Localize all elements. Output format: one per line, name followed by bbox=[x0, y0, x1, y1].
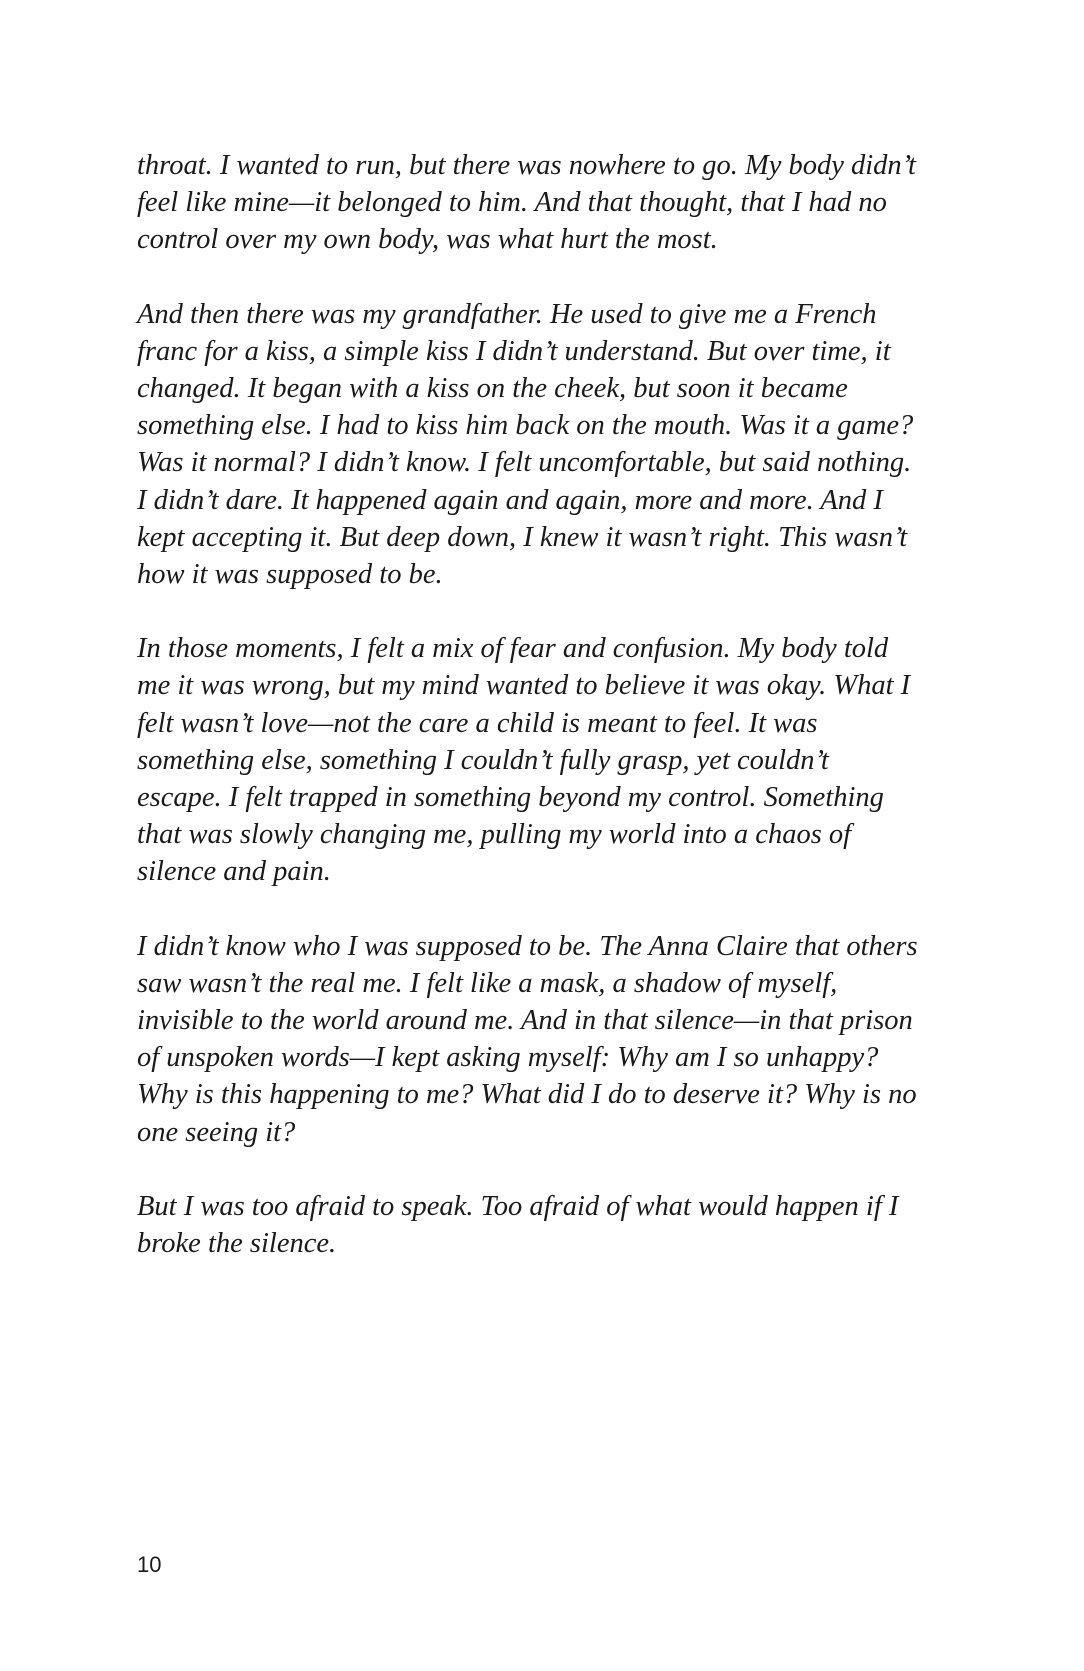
paragraph bbox=[137, 630, 957, 890]
text-line: something else, something I couldn’t fully grasp, yet couldn’t bbox=[137, 744, 829, 776]
text-line: I didn’t dare. It happened again and again, more and more. And I bbox=[137, 484, 883, 516]
text-line: broke the silence. bbox=[137, 1228, 337, 1260]
text-line: And then there was my grandfather. He used to give me a French bbox=[137, 298, 877, 330]
paragraph bbox=[137, 1188, 957, 1262]
text-line: But I was too afraid to speak. Too afraid of what would happen if I bbox=[137, 1190, 899, 1222]
text-line: something else. I had to kiss him back on the mouth. Was it a game? bbox=[137, 410, 914, 442]
text-line: escape. I felt trapped in something beyond my control. Something bbox=[137, 782, 884, 814]
text-line: Why is this happening to me? What did I do to deserve it? Why is no bbox=[137, 1079, 917, 1111]
page-body bbox=[137, 147, 957, 1299]
text-line: felt wasn’t love—not the care a child is meant to feel. It was bbox=[137, 707, 818, 739]
text-line: saw wasn’t the real me. I felt like a mask, a shadow of myself, bbox=[137, 967, 838, 999]
text-line: me it was wrong, but my mind wanted to believe it was okay. What I bbox=[137, 670, 911, 702]
text-line: silence and pain. bbox=[137, 856, 331, 888]
paragraph bbox=[137, 928, 957, 1151]
text-line: feel like mine—it belonged to him. And that thought, that I had no bbox=[137, 187, 887, 219]
page-number: 10 bbox=[137, 1552, 162, 1577]
text-line: one seeing it? bbox=[137, 1116, 296, 1148]
text-line: In those moments, I felt a mix of fear and confusion. My body told bbox=[137, 633, 889, 665]
paragraph bbox=[137, 296, 957, 594]
text-line: of unspoken words—I kept asking myself: Why am I so unhappy? bbox=[137, 1042, 879, 1074]
text-line: that was slowly changing me, pulling my world into a chaos of bbox=[137, 819, 852, 851]
text-line: control over my own body, was what hurt the most. bbox=[137, 224, 718, 256]
text-line: kept accepting it. But deep down, I knew it wasn’t right. This wasn’t bbox=[137, 521, 908, 553]
text-line: throat. I wanted to run, but there was nowhere to go. My body didn’t bbox=[137, 150, 916, 181]
text-line: franc for a kiss, a simple kiss I didn’t understand. But over time, it bbox=[137, 335, 891, 367]
text-line: Was it normal? I didn’t know. I felt uncomfortable, but said nothing. bbox=[137, 447, 912, 479]
text-line: how it was supposed to be. bbox=[137, 559, 443, 591]
text-line: changed. It began with a kiss on the cheek, but soon it became bbox=[137, 373, 848, 405]
text-line: I didn’t know who I was supposed to be. The Anna Claire that others bbox=[137, 930, 918, 962]
text-line: invisible to the world around me. And in that silence—in that prison bbox=[137, 1005, 913, 1037]
paragraph bbox=[137, 147, 957, 259]
